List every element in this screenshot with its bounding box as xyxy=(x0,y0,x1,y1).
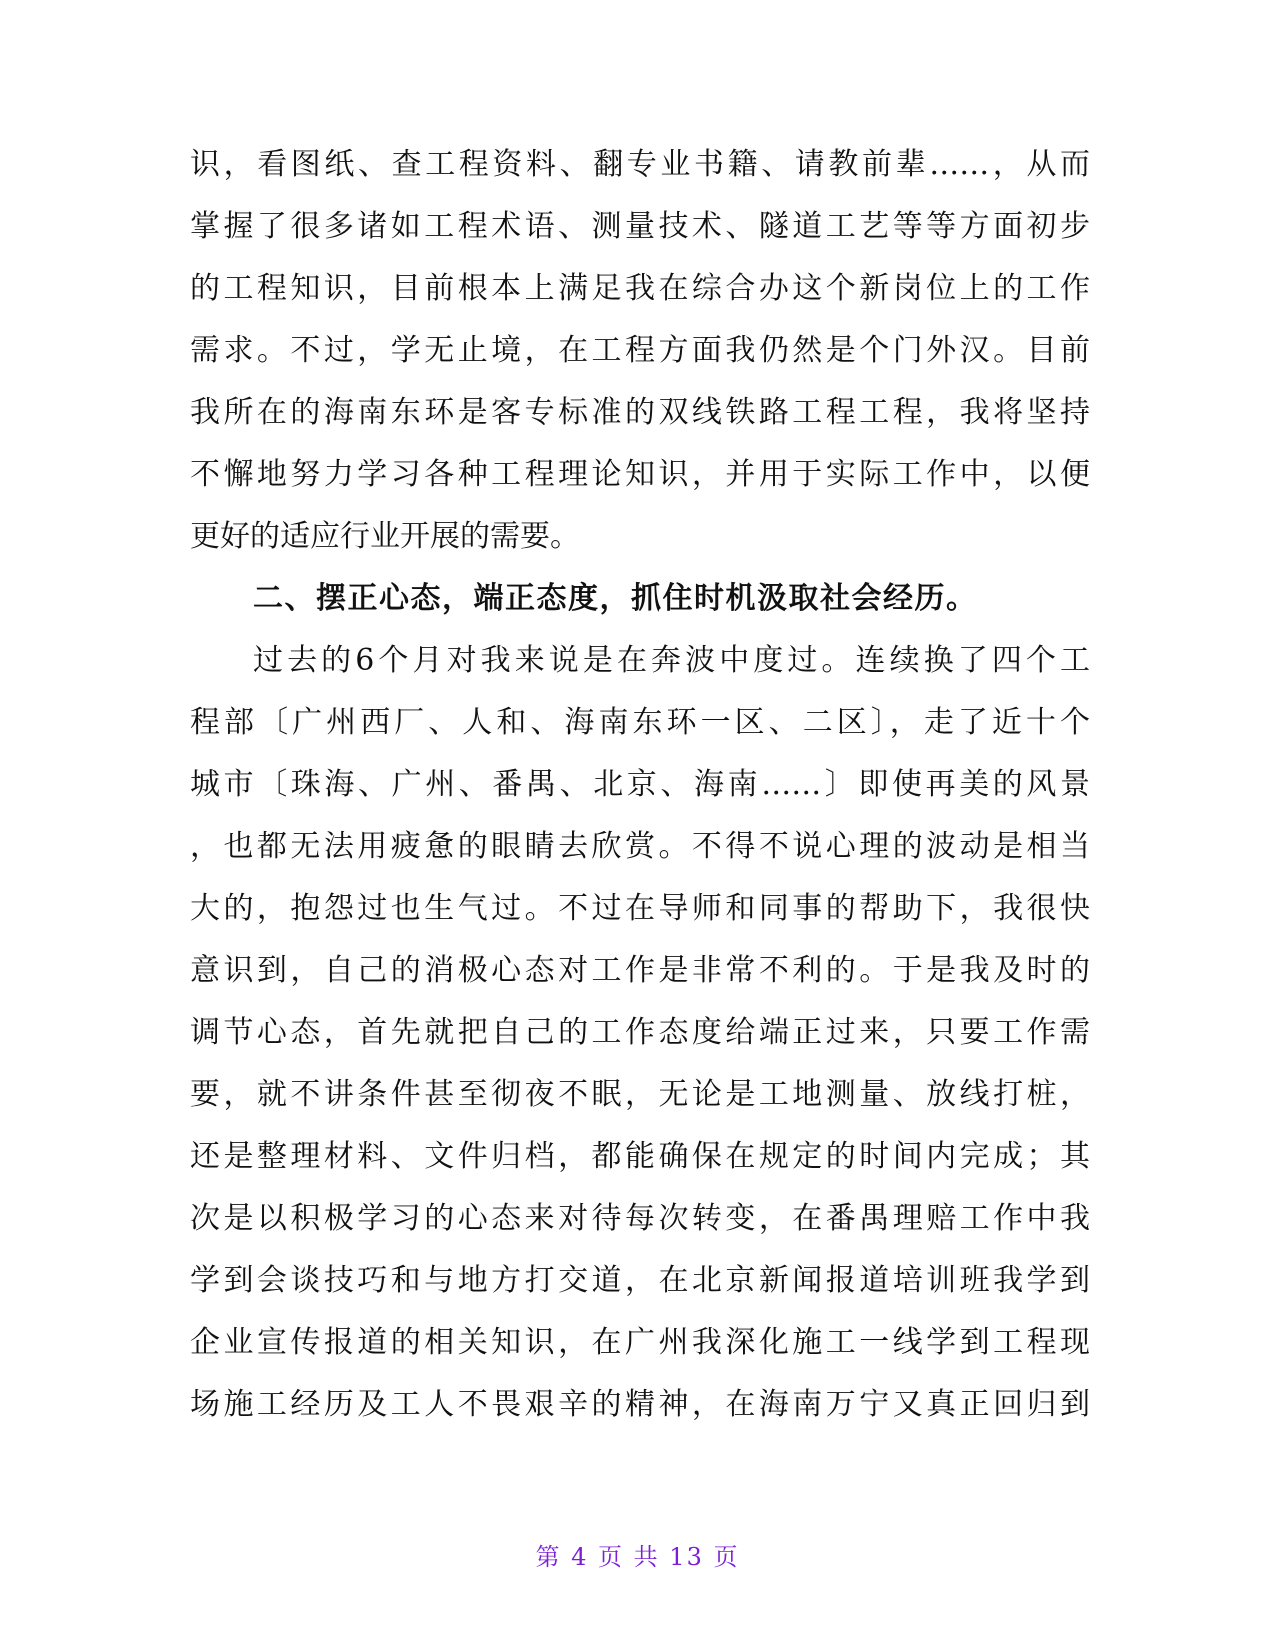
body-line: 我所在的海南东环是客专标准的双线铁路工程工程，我将坚持 xyxy=(190,395,1090,430)
body-line: 次是以积极学习的心态来对待每次转变，在番禺理赔工作中我 xyxy=(190,1201,1090,1236)
body-line: 企业宣传报道的相关知识，在广州我深化施工一线学到工程现 xyxy=(190,1325,1090,1360)
body-line: 还是整理材料、文件归档，都能确保在规定的时间内完成；其 xyxy=(190,1139,1090,1174)
body-line: 要，就不讲条件甚至彻夜不眠，无论是工地测量、放线打桩， xyxy=(190,1077,1090,1112)
body-line: 大的，抱怨过也生气过。不过在导师和同事的帮助下，我很快 xyxy=(190,891,1090,926)
body-line: 意识到，自己的消极心态对工作是非常不利的。于是我及时的 xyxy=(190,953,1090,988)
body-line: 不懈地努力学习各种工程理论知识，并用于实际工作中，以便 xyxy=(190,457,1090,492)
body-line: 的工程知识，目前根本上满足我在综合办这个新岗位上的工作 xyxy=(190,271,1090,306)
body-line: 学到会谈技巧和与地方打交道，在北京新闻报道培训班我学到 xyxy=(190,1263,1090,1298)
section-heading: 二、摆正心态，端正态度，抓住时机汲取社会经历。 xyxy=(253,581,978,616)
body-line: 识，看图纸、查工程资料、翻专业书籍、请教前辈……，从而 xyxy=(190,147,1090,182)
body-line: 更好的适应行业开展的需要。 xyxy=(190,519,580,554)
body-line: 程部〔广州西厂、人和、海南东环一区、二区〕，走了近十个 xyxy=(190,705,1090,740)
body-line: 过去的6个月对我来说是在奔波中度过。连续换了四个工 xyxy=(253,643,1090,678)
page-number-footer: 第 4 页 共 13 页 xyxy=(535,1543,740,1571)
body-line: ，也都无法用疲惫的眼睛去欣赏。不得不说心理的波动是相当 xyxy=(190,829,1090,864)
body-line: 掌握了很多诸如工程术语、测量技术、隧道工艺等等方面初步 xyxy=(190,209,1090,244)
body-line: 需求。不过，学无止境，在工程方面我仍然是个门外汉。目前 xyxy=(190,333,1090,368)
body-line: 调节心态，首先就把自己的工作态度给端正过来，只要工作需 xyxy=(190,1015,1090,1050)
body-line: 场施工经历及工人不畏艰辛的精神，在海南万宁又真正回归到 xyxy=(190,1387,1090,1422)
body-line: 城市〔珠海、广州、番禺、北京、海南……〕即使再美的风景 xyxy=(190,767,1090,802)
